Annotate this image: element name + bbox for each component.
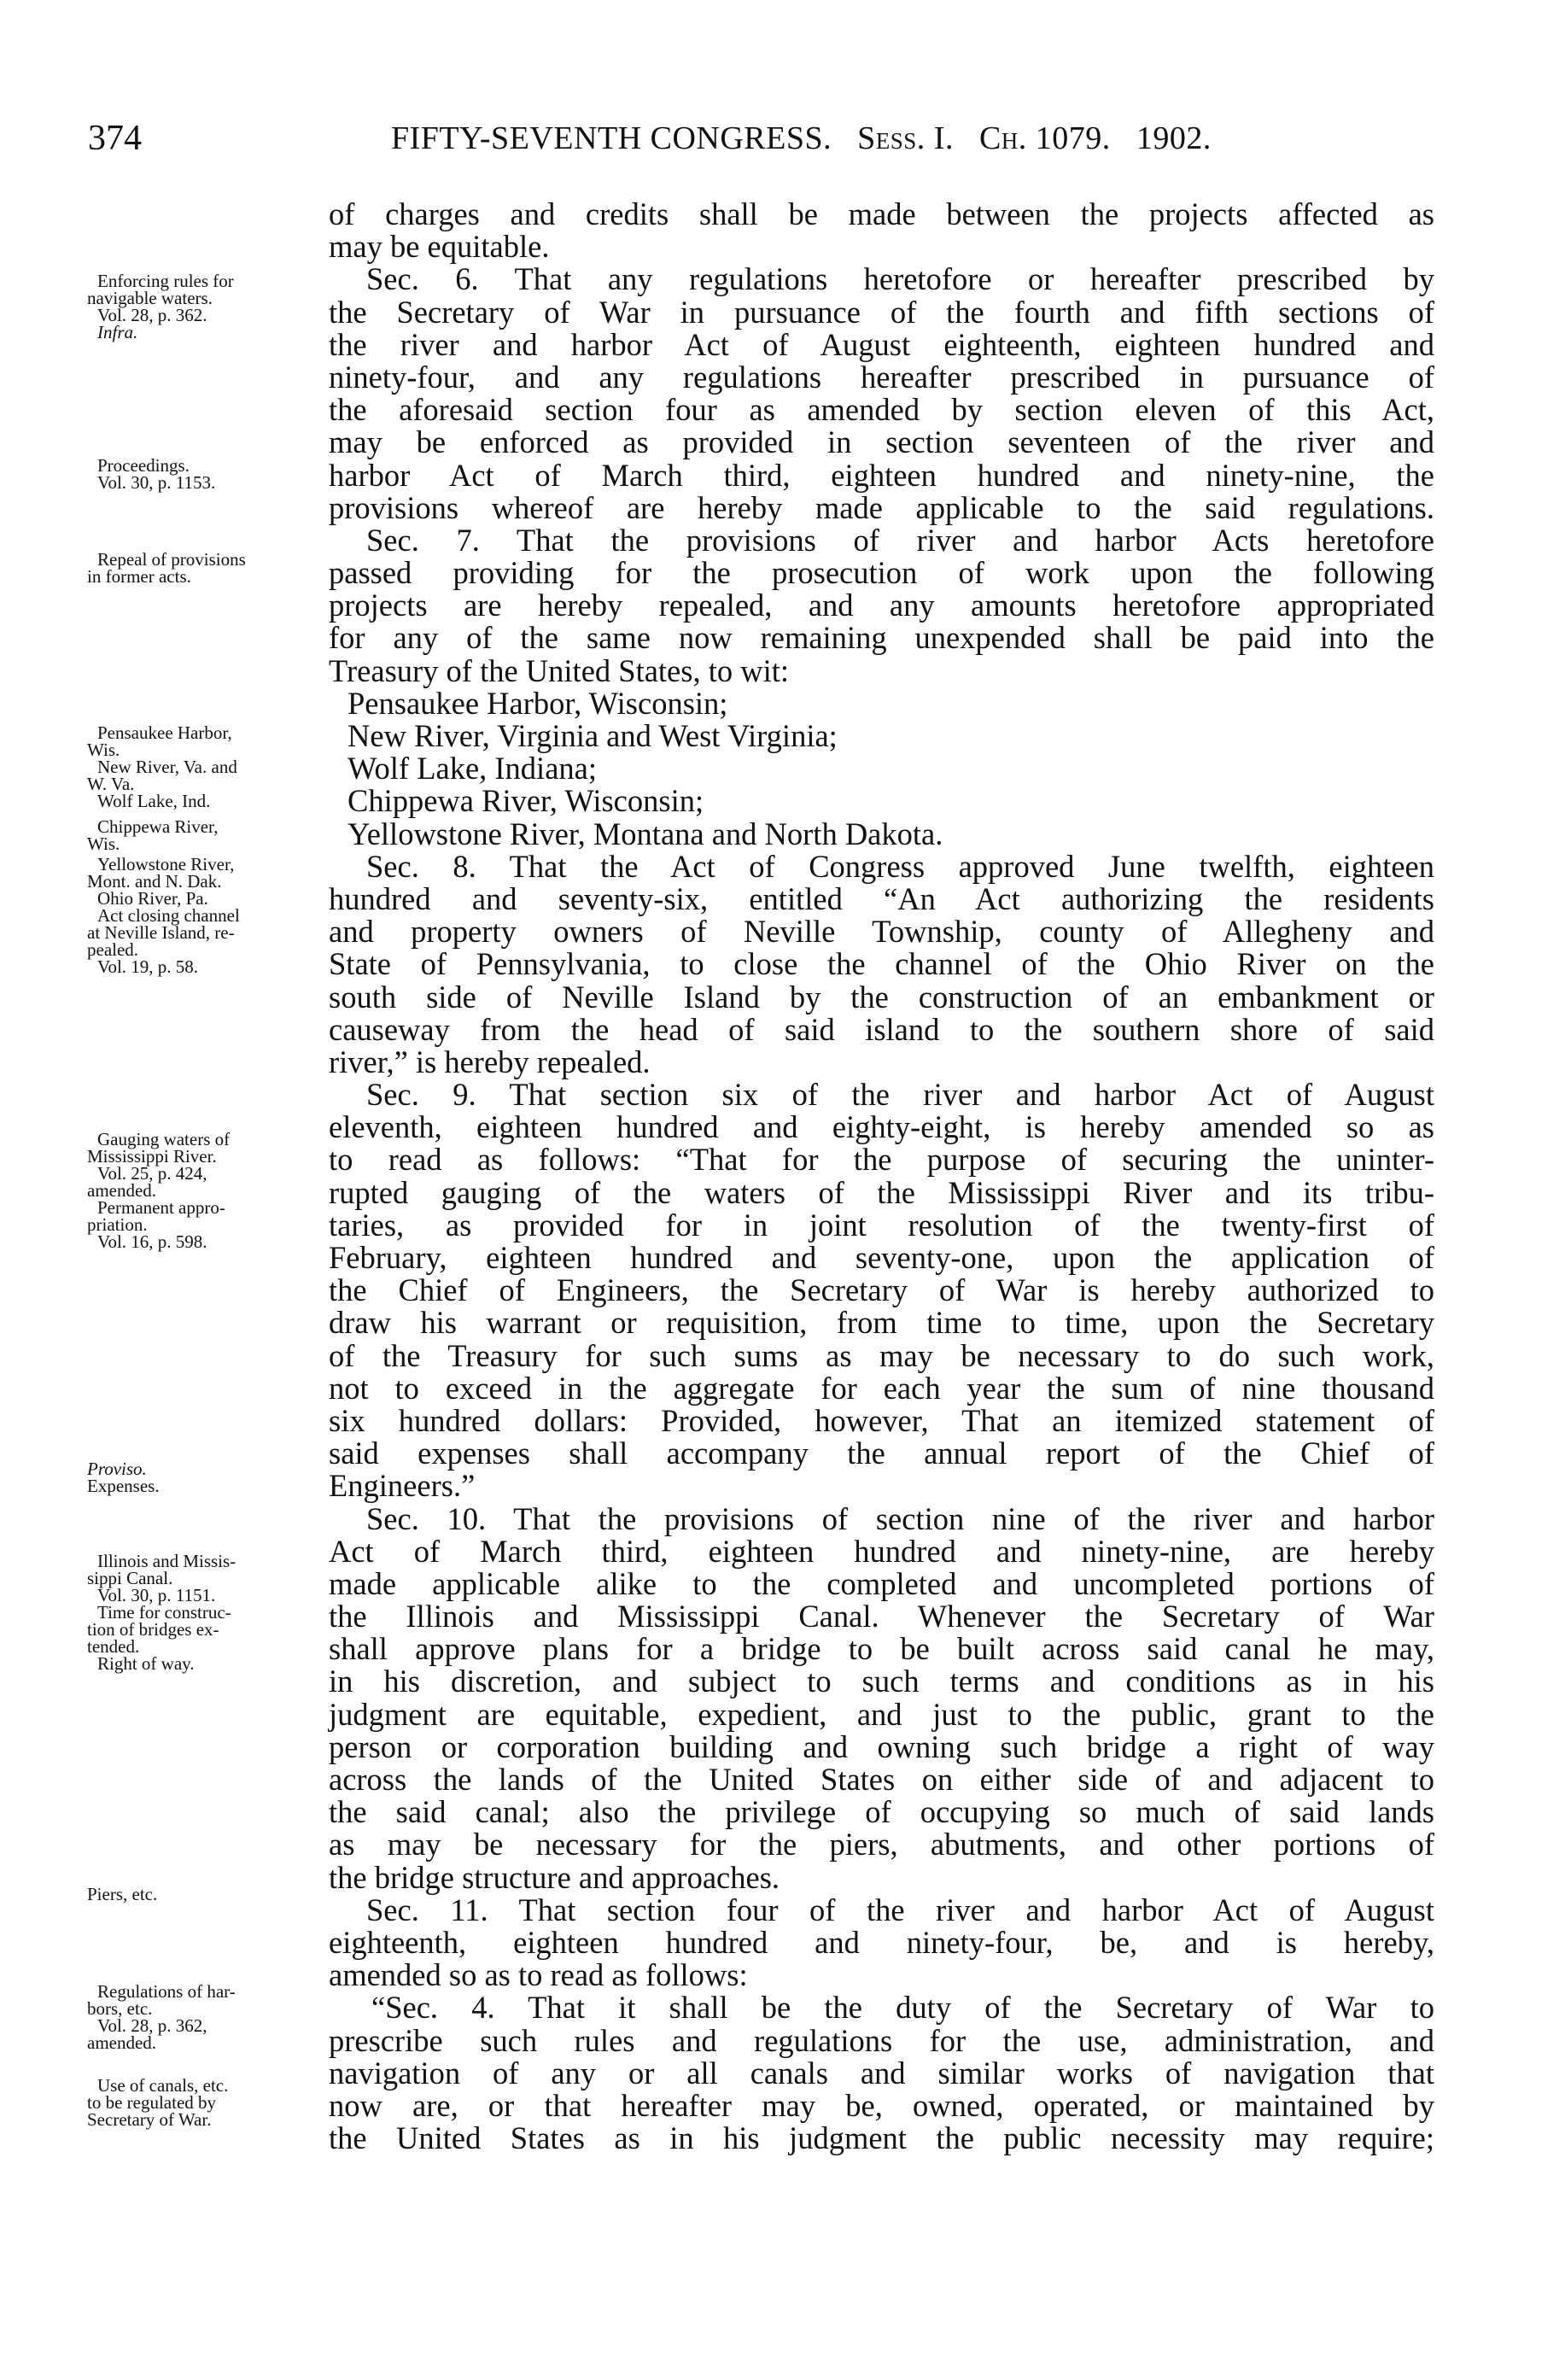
text-line: eighteenth, eighteen hundred and ninety-four, be, and is hereby, bbox=[329, 1924, 1434, 1960]
sidenote-canals bbox=[87, 2077, 335, 2128]
text-line: prescribe such rules and regulations for the use, administration, and bbox=[329, 2022, 1434, 2058]
sidenote-line: amended. bbox=[87, 2032, 157, 2053]
text-line: and property owners of Neville Township, county of Allegheny and bbox=[329, 914, 1434, 950]
sidenote-line: amended. bbox=[87, 1180, 157, 1201]
sidenote-proviso bbox=[87, 1460, 335, 1494]
text-line: as may be necessary for the piers, abutments, and other portions of bbox=[329, 1827, 1434, 1862]
sidenote-line: Vol. 28, p. 362. bbox=[97, 305, 207, 325]
text-line: navigation of any or all canals and similar works of navigation that bbox=[329, 2055, 1434, 2091]
sidenote-line: Infra. bbox=[97, 322, 138, 342]
sidenote-line: Piers, etc. bbox=[87, 1884, 158, 1904]
sidenote-gauging bbox=[87, 1131, 335, 1250]
sidenote-line: Secretary of War. bbox=[87, 2109, 212, 2130]
text-line: judgment are equitable, expedient, and just to the public, grant to the bbox=[329, 1696, 1434, 1732]
sidenote-piers bbox=[87, 1886, 335, 1903]
quoted-section-4-line: “Sec. 4. That it shall be the duty of the Secretary of War to bbox=[371, 1990, 1434, 2026]
section-10-line: Sec. 10. That the provisions of section nine of the river and harbor bbox=[366, 1500, 1434, 1536]
sidenote-ohio-river bbox=[87, 890, 335, 975]
text-line: across the lands of the United States on either side of and adjacent to bbox=[329, 1762, 1434, 1797]
sidenote-line: Ohio River, Pa. bbox=[97, 888, 208, 909]
sidenote-line: Use of canals, etc. bbox=[97, 2075, 229, 2096]
text-line: ninety-four, and any regulations hereafter prescribed in pursuance of bbox=[329, 359, 1434, 395]
text-line: not to exceed in the aggregate for each year the sum of nine thousand bbox=[329, 1370, 1434, 1406]
sidenote-line: bors, etc. bbox=[87, 1998, 153, 2019]
text-line: person or corporation building and owning such bridge a right of way bbox=[329, 1728, 1434, 1764]
sidenote-wolf-lake bbox=[87, 792, 335, 810]
text-line: said expenses shall accompany the annual report of the Chief of bbox=[329, 1436, 1434, 1471]
proviso-line: six hundred dollars: Provided, however, That an itemized statement of bbox=[329, 1402, 1434, 1438]
sidenote-line: Act closing channel bbox=[97, 905, 240, 926]
text-line: the river and harbor Act of August eighteenth, eighteen hundred and bbox=[329, 326, 1434, 362]
margin-notes bbox=[87, 0, 335, 2380]
sidenote-line: Right of way. bbox=[97, 1653, 195, 1674]
sidenote-line: at Neville Island, re- bbox=[87, 922, 235, 943]
text-line: made applicable alike to the completed and uncompleted portions of bbox=[329, 1565, 1434, 1601]
text-line: the aforesaid section four as amended by section eleven of this Act, bbox=[329, 392, 1434, 428]
sidenote-line: Gauging waters of bbox=[97, 1129, 231, 1149]
sidenote-line: Illinois and Missis- bbox=[97, 1551, 237, 1571]
sidenote-line: Vol. 25, p. 424, bbox=[97, 1163, 207, 1184]
sidenote-line: Wis. bbox=[87, 740, 120, 760]
text-line: of the Treasury for such sums as may be necessary to do such work, bbox=[329, 1337, 1434, 1373]
sidenote-line: sippi Canal. bbox=[87, 1568, 173, 1588]
section-7-line: Sec. 7. That the provisions of river and harbor Acts heretofore bbox=[366, 522, 1434, 558]
text-line: rupted gauging of the waters of the Mississippi River and its tribu- bbox=[329, 1174, 1434, 1210]
text-line: harbor Act of March third, eighteen hundred and ninety-nine, the bbox=[329, 457, 1434, 493]
text-line: the Illinois and Mississippi Canal. Whenever the Secretary of War bbox=[329, 1599, 1434, 1634]
sidenote-line: Vol. 30, p. 1151. bbox=[97, 1585, 216, 1605]
sidenote-new-river bbox=[87, 758, 335, 792]
text-line: to read as follows: “That for the purpose of securing the uninter- bbox=[329, 1142, 1434, 1178]
project-item: New River, Virginia and West Virginia; bbox=[347, 718, 838, 753]
header-congress: FIFTY-SEVENTH CONGRESS. bbox=[391, 120, 832, 156]
text-line: the Chief of Engineers, the Secretary of War is hereby authorized to bbox=[329, 1272, 1434, 1308]
text-line: river,” is hereby repealed. bbox=[329, 1044, 651, 1079]
text-line: taries, as provided for in joint resolution of the twenty-first of bbox=[329, 1207, 1434, 1243]
text-line: the bridge structure and approaches. bbox=[329, 1859, 780, 1895]
sidenote-line: Permanent appro- bbox=[97, 1197, 225, 1218]
sidenote-line: tended. bbox=[87, 1636, 140, 1657]
sidenote-line: Yellowstone River, bbox=[97, 854, 235, 874]
sidenote-line: Mississippi River. bbox=[87, 1146, 217, 1167]
text-line: may be equitable. bbox=[329, 229, 550, 265]
text-line: provisions whereof are hereby made applicable to the said regulations. bbox=[329, 489, 1434, 525]
section-6-line: Sec. 6. That any regulations heretofore or hereafter prescribed by bbox=[366, 261, 1434, 297]
sidenote-line: Enforcing rules for bbox=[97, 271, 234, 291]
text-line: Treasury of the United States, to wit: bbox=[329, 652, 789, 688]
text-line: hundred and seventy-six, entitled “An Act authorizing the residents bbox=[329, 880, 1434, 916]
project-item: Chippewa River, Wisconsin; bbox=[347, 783, 704, 819]
text-line: the said canal; also the privilege of occupying so much of said lands bbox=[329, 1794, 1434, 1830]
header-year: 1902. bbox=[1136, 120, 1212, 156]
sidenote-line: Vol. 19, p. 58. bbox=[97, 956, 199, 977]
sidenote-line: Proviso. bbox=[87, 1459, 147, 1479]
text-line: the United States as in his judgment the public necessity may require; bbox=[329, 2120, 1434, 2156]
sidenote-chippewa bbox=[87, 818, 335, 852]
sidenote-line: Chippewa River, bbox=[97, 816, 219, 837]
text-line: projects are hereby repealed, and any amounts heretofore appropriated bbox=[329, 588, 1434, 623]
sidenote-line: Vol. 16, p. 598. bbox=[97, 1231, 207, 1252]
text-line: in his discretion, and subject to such terms and conditions as in his bbox=[329, 1664, 1434, 1699]
text-line: February, eighteen hundred and seventy-one, upon the application of bbox=[329, 1240, 1434, 1275]
text-line: now are, or that hereafter may be, owned, operated, or maintained by bbox=[329, 2087, 1434, 2123]
sidenote-line: navigable waters. bbox=[87, 288, 213, 308]
sidenote-yellowstone bbox=[87, 856, 335, 890]
project-item: Pensaukee Harbor, Wisconsin; bbox=[347, 685, 728, 721]
sidenote-line: priation. bbox=[87, 1214, 148, 1235]
text-line: causeway from the head of said island to the southern shore of said bbox=[329, 1011, 1434, 1047]
text-line: State of Pennsylvania, to close the channel of the Ohio River on the bbox=[329, 946, 1434, 982]
sidenote-line: Vol. 30, p. 1153. bbox=[97, 472, 216, 493]
sidenote-line: Mont. and N. Dak. bbox=[87, 871, 222, 892]
project-item: Wolf Lake, Indiana; bbox=[347, 751, 597, 787]
sidenote-line: tion of bridges ex- bbox=[87, 1619, 219, 1640]
section-11-line: Sec. 11. That section four of the river and harbor Act of August bbox=[366, 1892, 1434, 1927]
statute-text bbox=[329, 198, 1434, 2155]
section-9-line: Sec. 9. That section six of the river and harbor Act of August bbox=[366, 1077, 1434, 1113]
text-line: Engineers.” bbox=[329, 1468, 476, 1504]
sidenote-line: pealed. bbox=[87, 939, 139, 960]
text-line: shall approve plans for a bridge to be built across said canal he may, bbox=[329, 1631, 1434, 1667]
header-chapter: Ch. 1079. bbox=[978, 120, 1111, 156]
sidenote-regulations bbox=[87, 1983, 335, 2051]
sidenote-repeal bbox=[87, 551, 335, 585]
sidenote-enforcing bbox=[87, 272, 335, 341]
sidenote-line: Proceedings. bbox=[97, 455, 190, 476]
sidenote-line: Repeal of provisions bbox=[97, 549, 246, 570]
sidenote-line: in former acts. bbox=[87, 566, 191, 587]
text-line: amended so as to read as follows: bbox=[329, 1957, 748, 1993]
sidenote-line: Wolf Lake, Ind. bbox=[97, 791, 211, 811]
sidenote-line: Time for construc- bbox=[97, 1602, 231, 1623]
text-line: for any of the same now remaining unexpended shall be paid into the bbox=[329, 620, 1434, 656]
text-line: the Secretary of War in pursuance of the fourth and fifth sections of bbox=[329, 294, 1434, 330]
text-line: may be enforced as provided in section seventeen of the river and bbox=[329, 424, 1434, 460]
text-line: eleventh, eighteen hundred and eighty-eight, is hereby amended so as bbox=[329, 1109, 1434, 1145]
sidenote-line: Regulations of har- bbox=[97, 1981, 236, 2002]
text-line: draw his warrant or requisition, from time to time, upon the Secretary bbox=[329, 1305, 1434, 1341]
text-line: of charges and credits shall be made between the projects affected as bbox=[329, 196, 1434, 231]
sidenote-line: Vol. 28, p. 362, bbox=[97, 2015, 207, 2036]
header-title bbox=[391, 120, 1212, 157]
section-8-line: Sec. 8. That the Act of Congress approved June twelfth, eighteen bbox=[366, 848, 1434, 884]
text-line: south side of Neville Island by the construction of an embankment or bbox=[329, 979, 1434, 1015]
sidenote-line: Pensaukee Harbor, bbox=[97, 722, 232, 743]
page-number: 374 bbox=[88, 119, 142, 158]
text-line: passed providing for the prosecution of work upon the following bbox=[329, 555, 1434, 591]
sidenote-line: Wis. bbox=[87, 833, 120, 854]
sidenote-illinois bbox=[87, 1553, 335, 1672]
sidenote-line: Expenses. bbox=[87, 1476, 160, 1496]
text-line: Act of March third, eighteen hundred and ninety-nine, are hereby bbox=[329, 1533, 1434, 1569]
project-item: Yellowstone River, Montana and North Dakota. bbox=[347, 816, 943, 851]
sidenote-line: W. Va. bbox=[87, 774, 135, 794]
sidenote-line: to be regulated by bbox=[87, 2092, 217, 2113]
sidenote-line: New River, Va. and bbox=[97, 757, 237, 777]
header-session: Sess. I. bbox=[857, 120, 954, 156]
sidenote-proceedings bbox=[87, 457, 335, 491]
sidenote-pensaukee bbox=[87, 724, 335, 758]
